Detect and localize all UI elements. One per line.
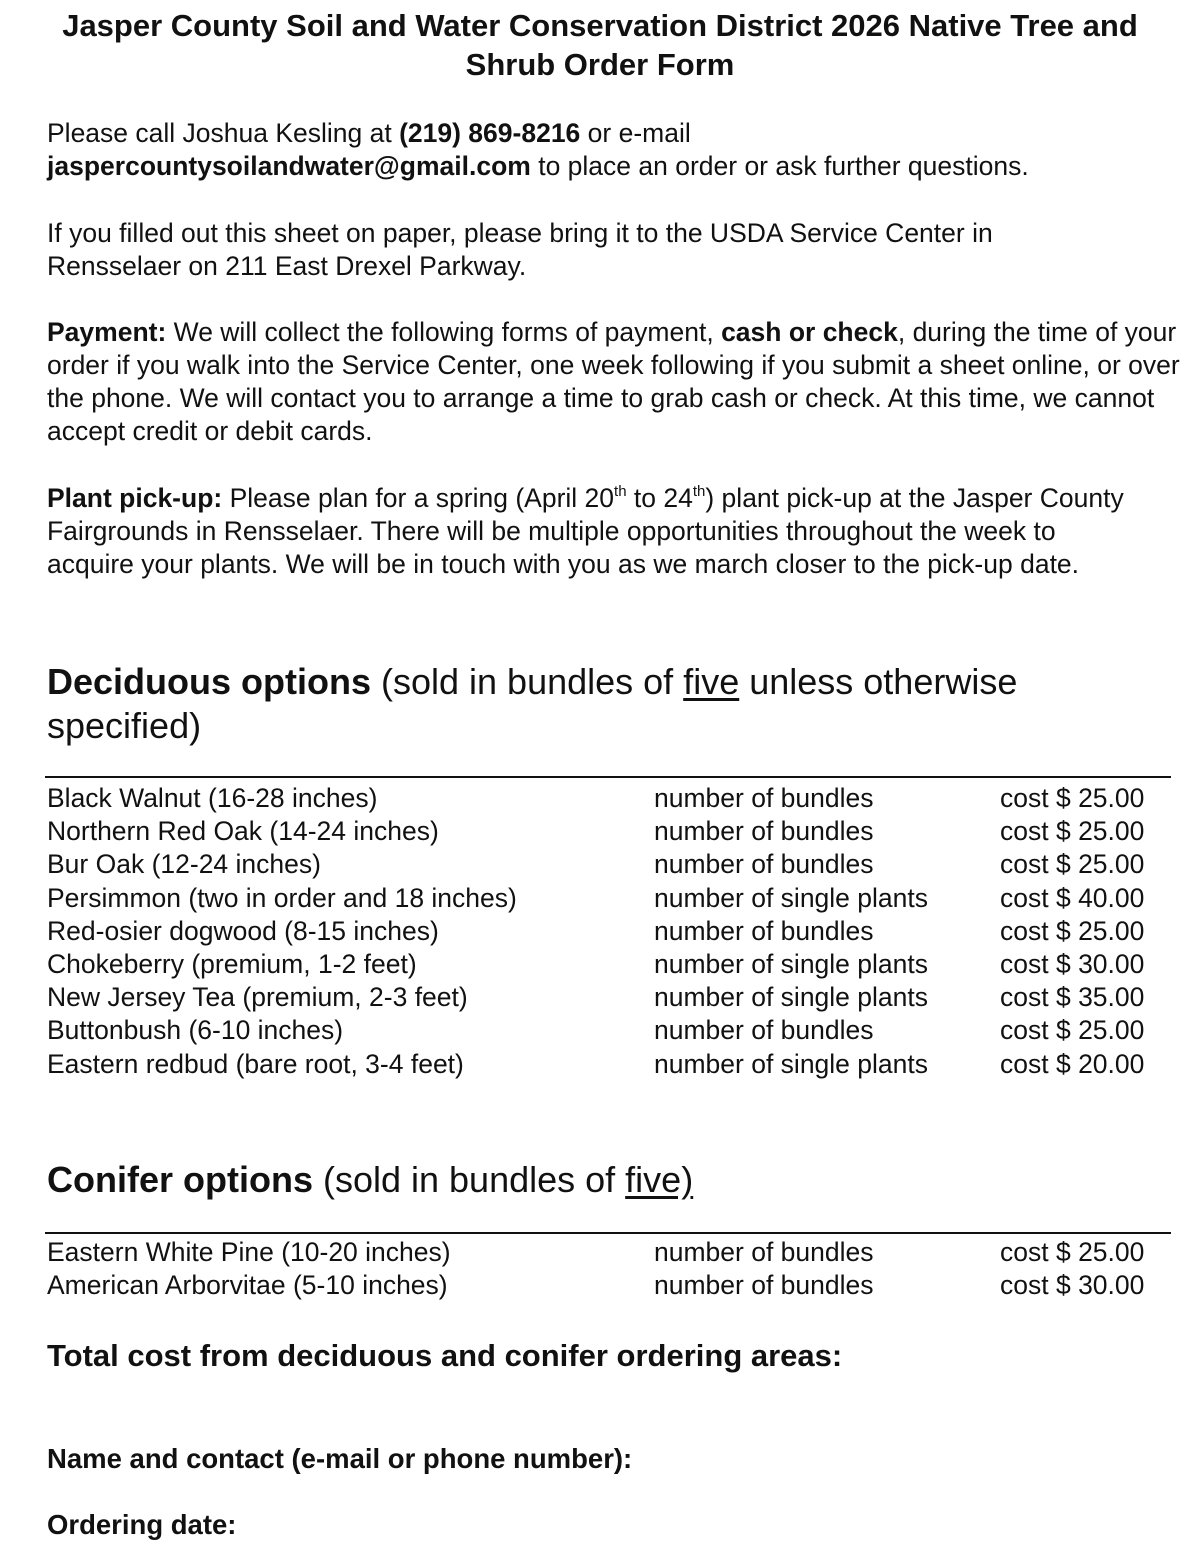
- plant-name: Northern Red Oak (14-24 inches): [47, 816, 439, 847]
- conifer-heading-pre: (sold in bundles of: [312, 1159, 626, 1200]
- table-row: [47, 782, 1172, 815]
- table-row: [47, 815, 1172, 848]
- table-row: [47, 1014, 1172, 1047]
- form-title: Jasper County Soil and Water Conservation District 2026 Native Tree and Shrub Order Form: [62, 8, 1138, 82]
- plant-cost: cost $ 25.00: [1000, 783, 1145, 813]
- total-cost-label: Total cost from deciduous and conifer ordering areas:: [47, 1338, 843, 1373]
- table-row: [47, 915, 1172, 948]
- plant-name: Chokeberry (premium, 1-2 feet): [47, 948, 417, 979]
- paper-note-paragraph: If you filled out this sheet on paper, please bring it to the USDA Service Center in Rensselaer on 211 East Drexel Parkway.: [47, 218, 993, 281]
- payment-text-2: , during the time of your order if you walk into the Service Center, one week following if you submit a sheet online, or over the phone. We will contact you to arrange a time to grab cash or check. At this time, we cannot accept credit or debit cards.: [47, 317, 1180, 446]
- plant-cost: cost $ 25.00: [1000, 849, 1145, 880]
- pickup-sup-2: th: [692, 483, 706, 500]
- deciduous-heading-bold: Deciduous options: [47, 661, 371, 702]
- table-row: [47, 882, 1172, 915]
- quantity-unit: number of bundles: [654, 1270, 874, 1301]
- plant-cost: cost $ 25.00: [1000, 1237, 1145, 1267]
- name-contact-label: Name and contact (e-mail or phone number):: [47, 1443, 633, 1474]
- table-row: [47, 1048, 1172, 1081]
- quantity-unit: number of single plants: [654, 1048, 928, 1079]
- plant-name: American Arborvitae (5-10 inches): [47, 1270, 448, 1301]
- plant-cost: cost $ 25.00: [1000, 1015, 1145, 1046]
- pickup-text-1: Please plan for a spring (April 20: [222, 483, 615, 513]
- pickup-label: Plant pick-up:: [47, 483, 223, 513]
- deciduous-heading-underlined: five: [683, 661, 740, 702]
- table-row: [47, 1269, 1172, 1302]
- quantity-unit: number of single plants: [654, 982, 928, 1013]
- quantity-unit: number of bundles: [654, 849, 874, 880]
- table-row: [47, 848, 1172, 881]
- plant-name: Eastern White Pine (10-20 inches): [47, 1237, 451, 1267]
- conifer-table: [47, 1236, 1172, 1302]
- table-row: [47, 981, 1172, 1014]
- conifer-heading: [47, 1158, 1167, 1202]
- payment-paragraph: [47, 316, 1182, 448]
- quantity-unit: number of bundles: [654, 783, 874, 813]
- plant-name: Buttonbush (6-10 inches): [47, 1015, 344, 1046]
- deciduous-divider: [45, 776, 1171, 778]
- plant-cost: cost $ 40.00: [1000, 882, 1145, 913]
- table-row: [47, 948, 1172, 981]
- quantity-unit: number of bundles: [654, 915, 874, 946]
- plant-cost: cost $ 35.00: [1000, 982, 1145, 1013]
- plant-cost: cost $ 25.00: [1000, 915, 1145, 946]
- deciduous-heading-pre: (sold in bundles of: [371, 661, 684, 702]
- pickup-paragraph: [47, 482, 1147, 581]
- payment-methods: cash or check: [721, 317, 898, 347]
- contact-text-2: or e-mail: [580, 118, 691, 148]
- pickup-text-3: ) plant pick-up at the Jasper County Fairgrounds in Rensselaer. There will be multiple opportunities throughout the week to acquire your plants. We will be in touch with you as we march closer to the pick-up date.: [47, 483, 1124, 579]
- plant-name: New Jersey Tea (premium, 2-3 feet): [47, 982, 468, 1013]
- conifer-heading-bold: Conifer options: [47, 1159, 313, 1200]
- conifer-divider: [45, 1232, 1171, 1234]
- plant-cost: cost $ 25.00: [1000, 816, 1145, 847]
- payment-text-1: We will collect the following forms of payment,: [166, 317, 722, 347]
- plant-cost: cost $ 30.00: [1000, 1270, 1145, 1301]
- pickup-text-2: to 24: [626, 483, 693, 513]
- plant-cost: cost $ 30.00: [1000, 948, 1145, 979]
- ordering-date-label: Ordering date:: [47, 1509, 237, 1540]
- deciduous-heading: [47, 660, 1127, 748]
- contact-text-1: Please call Joshua Kesling at: [47, 118, 400, 148]
- quantity-unit: number of bundles: [654, 816, 874, 847]
- plant-cost: cost $ 20.00: [1000, 1048, 1145, 1079]
- contact-text-3: to place an order or ask further questions.: [530, 151, 1029, 181]
- table-row: [47, 1236, 1172, 1269]
- plant-name: Eastern redbud (bare root, 3-4 feet): [47, 1048, 464, 1079]
- payment-label: Payment:: [47, 317, 167, 347]
- quantity-unit: number of bundles: [654, 1015, 874, 1046]
- deciduous-heading-post: unless otherwise specified): [47, 661, 1018, 746]
- pickup-sup-1: th: [614, 483, 627, 500]
- conifer-heading-underlined: five): [625, 1159, 694, 1200]
- contact-paragraph: [47, 117, 1182, 183]
- plant-name: Black Walnut (16-28 inches): [47, 783, 378, 813]
- plant-name: Persimmon (two in order and 18 inches): [47, 882, 517, 913]
- deciduous-table: [47, 782, 1172, 1081]
- contact-phone: (219) 869-8216: [399, 118, 581, 148]
- plant-name: Red-osier dogwood (8-15 inches): [47, 915, 439, 946]
- plant-name: Bur Oak (12-24 inches): [47, 849, 321, 880]
- contact-email: jaspercountysoilandwater@gmail.com: [47, 151, 531, 181]
- quantity-unit: number of single plants: [654, 948, 928, 979]
- quantity-unit: number of single plants: [654, 882, 928, 913]
- quantity-unit: number of bundles: [654, 1237, 874, 1267]
